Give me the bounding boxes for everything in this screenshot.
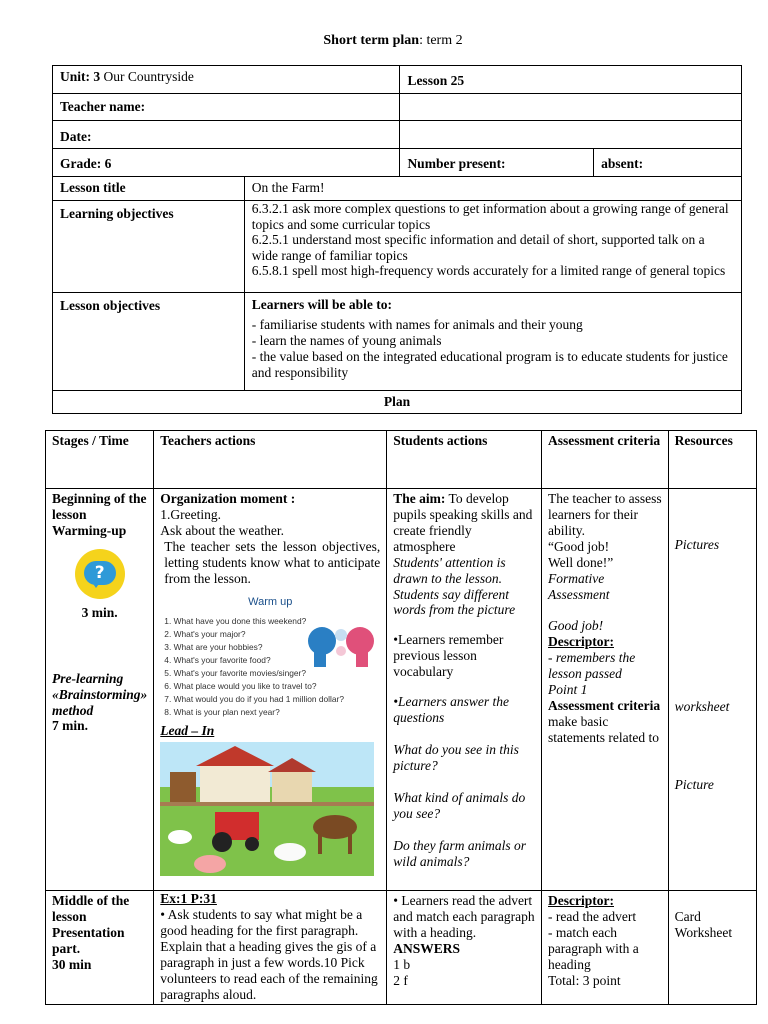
answer-item: 1 b xyxy=(393,956,411,972)
students-actions-beginning xyxy=(387,489,542,891)
assess-good-job: “Good job! xyxy=(548,538,610,554)
lesson-number: Lesson 25 xyxy=(400,66,742,94)
warmup-title: Warm up xyxy=(248,595,293,608)
greeting: 1.Greeting. xyxy=(160,506,222,522)
page-title xyxy=(0,33,768,50)
assess-formative: Formative Assessment xyxy=(548,570,610,602)
time-prelearning: 7 min. xyxy=(52,718,89,734)
title-rest: : term 2 xyxy=(419,33,463,48)
question-bubble-icon: ? xyxy=(75,549,125,599)
aim-label: The aim: xyxy=(393,491,446,506)
time-warmup: 3 min. xyxy=(81,604,118,620)
resources-middle xyxy=(668,891,756,1005)
warmup-question: 4. What's your favorite food? xyxy=(164,654,271,665)
assessment-criteria-label: Assessment criteria xyxy=(548,698,661,714)
assess-intro: The teacher to assess learners for their ability. xyxy=(548,491,662,538)
number-present-label: Number present: xyxy=(400,149,594,177)
assessment-criteria-text: make basic statements related to xyxy=(548,713,659,745)
header-students: Students actions xyxy=(387,431,542,489)
lesson-info-table xyxy=(52,65,742,414)
ask-weather: Ask about the weather. xyxy=(160,522,284,538)
stage-beginning: Beginning of the lesson Warming-up xyxy=(52,491,147,538)
lesson-objective: - the value based on the integrated educational program is to educate students for justice and responsibility xyxy=(251,348,728,380)
warmup-question: 8. What is your plan next year? xyxy=(164,706,280,717)
unit-label: Unit: 3 xyxy=(60,69,101,84)
learning-objectives xyxy=(244,201,741,293)
warmup-question: 2. What's your major? xyxy=(164,628,246,639)
lesson-objective: - learn the names of young animals xyxy=(251,332,442,348)
lesson-title-label: Lesson title xyxy=(53,177,245,201)
warmup-question: 5. What's your favorite movies/singer? xyxy=(164,667,306,678)
descriptor-point: Point 1 xyxy=(548,682,588,698)
resource-worksheet-middle: Worksheet xyxy=(674,924,733,940)
heads-talking-icon xyxy=(302,621,380,669)
organization-moment: Organization moment : xyxy=(160,491,296,506)
lesson-objectives-label: Lesson objectives xyxy=(53,293,245,391)
warmup-question: 1. What have you done this weekend? xyxy=(164,615,307,626)
plan-table xyxy=(45,430,757,1005)
aim-text: To develop pupils speaking skills and create friendly atmosphere xyxy=(393,491,533,554)
teacher-actions-beginning xyxy=(154,489,387,891)
students-read-advert: • Learners read the advert and match each paragraph with a heading. xyxy=(393,893,535,940)
absent-label: absent: xyxy=(594,149,742,177)
descriptor-item: - remembers the lesson passed xyxy=(548,650,636,682)
header-resources: Resources xyxy=(668,431,756,489)
answers-label: ANSWERS xyxy=(393,940,461,956)
warmup-question: 3. What are your hobbies? xyxy=(164,641,263,652)
question-picture: What do you see in this picture? xyxy=(393,741,519,773)
date-field xyxy=(400,121,742,149)
students-remember: •Learners remember previous lesson vocabulary xyxy=(393,632,504,680)
plan-label: Plan xyxy=(53,391,742,414)
students-attention: Students' attention is drawn to the lesson. Students say different words from the picture xyxy=(393,554,516,618)
descriptor-item: - read the advert xyxy=(548,908,637,924)
header-teachers: Teachers actions xyxy=(154,431,387,489)
descriptor-label: Descriptor: xyxy=(548,634,614,650)
students-actions-middle xyxy=(387,891,542,1005)
time-middle: 30 min xyxy=(52,956,92,972)
assessment-beginning xyxy=(542,489,669,891)
lesson-objectives xyxy=(244,293,741,391)
teacher-name-label: Teacher name: xyxy=(53,94,400,121)
resources-beginning xyxy=(668,489,756,891)
lesson-objectives-heading: Learners will be able to: xyxy=(251,297,392,312)
grade-label: Grade: 6 xyxy=(53,149,400,177)
farm-picture xyxy=(160,742,374,876)
learning-objective: 6.3.2.1 ask more complex questions to get information about a growing range of general topics and some curricular topics xyxy=(251,201,729,232)
unit-cell xyxy=(53,66,400,94)
title-bold: Short term plan xyxy=(323,33,420,48)
lesson-title-value: On the Farm! xyxy=(244,177,741,201)
lesson-objective: - familiarise students with names for animals and their young xyxy=(251,316,583,332)
unit-value: Our Countryside xyxy=(100,69,194,84)
descriptor-item: - match each paragraph with a heading xyxy=(548,924,639,972)
question-animals: What kind of animals do you see? xyxy=(393,789,526,821)
assess-good-job-2: Good job! xyxy=(548,618,604,634)
descriptor-total: Total: 3 point xyxy=(548,972,621,988)
warmup-question: 7. What would you do if you had 1 million dollar? xyxy=(164,693,344,704)
exercise-text: • Ask students to say what might be a good heading for the first paragraph. Explain that a heading gives the gis of a paragraph in just a few words.10 Pick volunteers to read each of the remaining paragraphs aloud. xyxy=(160,906,378,1002)
resource-worksheet: worksheet xyxy=(674,698,730,714)
question-farm-wild: Do they farm animals or wild animals? xyxy=(393,837,527,869)
students-answer: •Learners answer the questions xyxy=(393,694,510,726)
warmup-image xyxy=(160,593,380,721)
resource-card: Card xyxy=(674,909,701,924)
exercise-label: Ex:1 P:31 xyxy=(160,891,217,906)
answer-item: 2 f xyxy=(393,972,408,988)
teacher-name-field xyxy=(400,94,742,121)
header-assessment: Assessment criteria xyxy=(542,431,669,489)
stage-cell-beginning xyxy=(46,489,154,891)
descriptor-label-middle: Descriptor: xyxy=(548,893,614,908)
assessment-middle xyxy=(542,891,669,1005)
resource-pictures: Pictures xyxy=(674,537,720,552)
lead-in-label: Lead – In xyxy=(160,722,215,738)
learning-objective: 6.2.5.1 understand most specific information and detail of short, supported talk on a wide range of familiar topics xyxy=(251,232,705,263)
warmup-question: 6. What place would you like to travel to? xyxy=(164,680,317,691)
stage-cell-middle xyxy=(46,891,154,1005)
stage-prelearning: Pre-learning «Brainstorming» method xyxy=(52,670,148,718)
date-label: Date: xyxy=(53,121,400,149)
teacher-actions-middle xyxy=(154,891,387,1005)
learning-objective: 6.5.8.1 spell most high-frequency words accurately for a limited range of general topics xyxy=(251,263,726,279)
resource-picture: Picture xyxy=(674,776,714,792)
stage-middle: Middle of the lesson Presentation part. xyxy=(52,893,130,956)
students-aim xyxy=(393,491,535,555)
learning-objectives-label: Learning objectives xyxy=(53,201,245,293)
header-stages: Stages / Time xyxy=(46,431,154,489)
assess-well-done: Well done!” xyxy=(548,554,614,570)
teacher-objectives-text: The teacher sets the lesson objectives, letting students know what to anticipate from the lesson. xyxy=(164,538,381,586)
